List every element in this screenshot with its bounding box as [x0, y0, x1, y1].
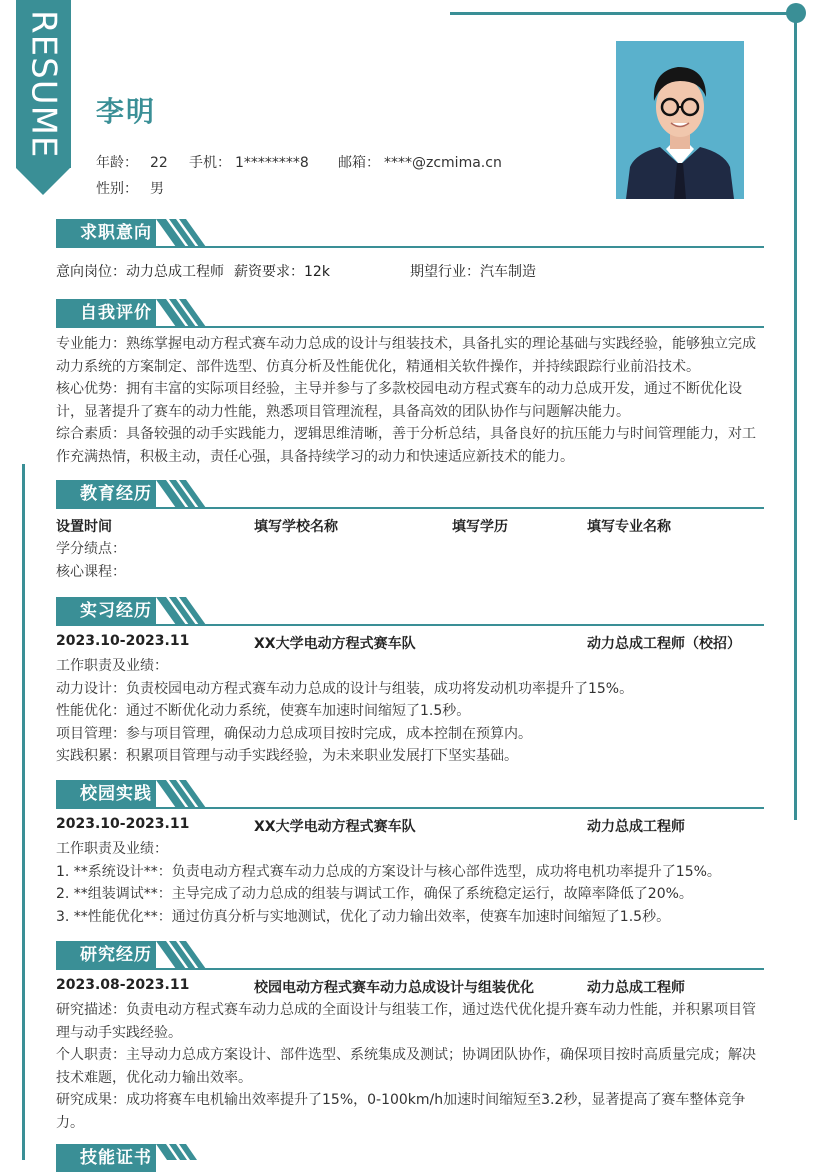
- self-eval-item: 核心优势：拥有丰富的实际项目经验，主导并参与了多款校园电动方程式赛车的动力总成开发，通过不断优化设计，显著提升了赛车的动力性能，熟悉项目管理流程，具备高效的团队协作与问题解决能力。: [56, 381, 742, 420]
- edu-gpa: 学分绩点：: [56, 541, 126, 557]
- section-title: 教育经历: [56, 480, 156, 508]
- research-line: 研究成果：成功将赛车电机输出效率提升了15%，0-100km/h加速时间缩短至3.2秒，显著提高了赛车整体竞争力。: [56, 1092, 746, 1131]
- edu-details: [56, 538, 764, 583]
- intern-role: 动力总成工程师（校招）: [587, 636, 741, 652]
- campus-line: 工作职责及业绩：: [56, 841, 168, 857]
- stripes-decor: [156, 1144, 208, 1160]
- intent-salary: 薪资要求：12k: [234, 264, 330, 280]
- section-rule: [56, 326, 764, 328]
- research-row: [56, 977, 764, 999]
- campus-line: 3. **性能优化**：通过仿真分析与实地测试，优化了动力输出效率，使赛车加速时间缩短了1.5秒。: [56, 908, 671, 925]
- campus-details: [56, 838, 764, 928]
- edu-degree: 填写学历: [452, 519, 508, 535]
- intern-line: 项目管理：参与项目管理，确保动力总成项目按时完成，成本控制在预算内。: [56, 725, 532, 742]
- edu-school: 填写学校名称: [254, 519, 338, 535]
- intent-position: 意向岗位：动力总成工程师: [56, 264, 224, 280]
- section-rule: [56, 624, 764, 626]
- age-info: 年龄： 22: [96, 155, 168, 171]
- section-header-skills: [56, 1144, 764, 1174]
- stripes-decor: [156, 597, 208, 625]
- candidate-name: 李明: [96, 95, 157, 128]
- section-title: 自我评价: [56, 299, 156, 327]
- phone-info: 手机： 1********8: [189, 155, 309, 171]
- section-title: 实习经历: [56, 597, 156, 625]
- section-rule: [56, 507, 764, 509]
- section-header-intern: [56, 597, 764, 627]
- stripes-decor: [156, 780, 208, 808]
- gender-info: 性别： 男: [96, 181, 164, 197]
- intern-row: [56, 633, 764, 655]
- intern-org: XX大学电动方程式赛车队: [254, 636, 416, 652]
- section-header-self: [56, 299, 764, 329]
- edu-row: [56, 516, 764, 538]
- section-title: 研究经历: [56, 941, 156, 969]
- intern-line: 性能优化：通过不断优化动力系统，使赛车加速时间缩短了1.5秒。: [56, 703, 471, 719]
- edu-courses: 核心课程：: [56, 563, 126, 580]
- intent-industry: 期望行业：汽车制造: [410, 264, 536, 280]
- section-title: 技能证书: [56, 1144, 156, 1172]
- research-details: [56, 999, 764, 1134]
- intent-row: [56, 261, 764, 283]
- section-header-research: [56, 941, 764, 971]
- self-eval-item: 专业能力：熟练掌握电动方程式赛车动力总成的设计与组装技术，具备扎实的理论基础与实践经验，能够独立完成动力系统的方案制定、部件选型、仿真分析及性能优化，精通相关软件操作，并持续跟踪行业前沿技术。: [56, 336, 756, 375]
- ribbon-tip: [16, 168, 70, 195]
- section-header-intent: [56, 219, 764, 249]
- self-eval-text: [56, 333, 764, 468]
- profile-photo: [616, 41, 744, 199]
- research-line: 研究描述：负责电动方程式赛车动力总成的全面设计与组装工作，通过迭代优化提升赛车动力性能，并积累项目管理与动手实践经验。: [56, 1002, 756, 1041]
- right-decor-line: [794, 14, 797, 820]
- left-decor-line: [22, 464, 25, 1160]
- intern-line: 实践积累：积累项目管理与动手实践经验，为未来职业发展打下坚实基础。: [56, 748, 518, 764]
- stripes-decor: [156, 219, 208, 247]
- research-org: 校园电动方程式赛车动力总成设计与组装优化: [254, 980, 534, 996]
- intern-line: 动力设计：负责校园电动方程式赛车动力总成的设计与组装，成功将发动机功率提升了15%。: [56, 680, 634, 697]
- campus-org: XX大学电动方程式赛车队: [254, 819, 416, 835]
- section-title: 校园实践: [56, 780, 156, 808]
- resume-ribbon-text: RESUME: [23, 9, 64, 159]
- campus-row: [56, 816, 764, 838]
- email-info: 邮箱： ****@zcmima.cn: [338, 155, 502, 171]
- intern-details: [56, 655, 764, 768]
- intern-time: 2023.10-2023.11: [56, 633, 190, 649]
- self-eval-item: 综合素质：具备较强的动手实践能力，逻辑思维清晰，善于分析总结，具备良好的抗压能力与时间管理能力，对工作充满热情，积极主动，责任心强，具备持续学习的动力和快速适应新技术的能力。: [56, 426, 756, 465]
- top-decor-line: [450, 12, 796, 15]
- research-time: 2023.08-2023.11: [56, 977, 190, 993]
- section-title: 求职意向: [56, 219, 156, 247]
- section-header-campus: [56, 780, 764, 810]
- research-line: 个人职责：主导动力总成方案设计、部件选型、系统集成及测试；协调团队协作，确保项目按时高质量完成；解决技术难题，优化动力输出效率。: [56, 1047, 756, 1086]
- research-role: 动力总成工程师: [587, 980, 685, 996]
- campus-time: 2023.10-2023.11: [56, 816, 190, 832]
- stripes-decor: [156, 299, 208, 327]
- section-rule: [56, 807, 764, 809]
- stripes-decor: [156, 480, 208, 508]
- campus-line: 1. **系统设计**：负责电动方程式赛车动力总成的方案设计与核心部件选型，成功将电机功率提升了15%。: [56, 863, 721, 880]
- intern-line: 工作职责及业绩：: [56, 658, 168, 674]
- edu-time: 设置时间: [56, 519, 112, 535]
- stripes-decor: [156, 941, 208, 969]
- section-header-edu: [56, 480, 764, 510]
- section-rule: [56, 246, 764, 248]
- campus-role: 动力总成工程师: [587, 819, 685, 835]
- campus-line: 2. **组装调试**：主导完成了动力总成的组装与调试工作，确保了系统稳定运行，故障率降低了20%。: [56, 886, 693, 902]
- section-rule: [56, 968, 764, 970]
- edu-major: 填写专业名称: [587, 519, 671, 535]
